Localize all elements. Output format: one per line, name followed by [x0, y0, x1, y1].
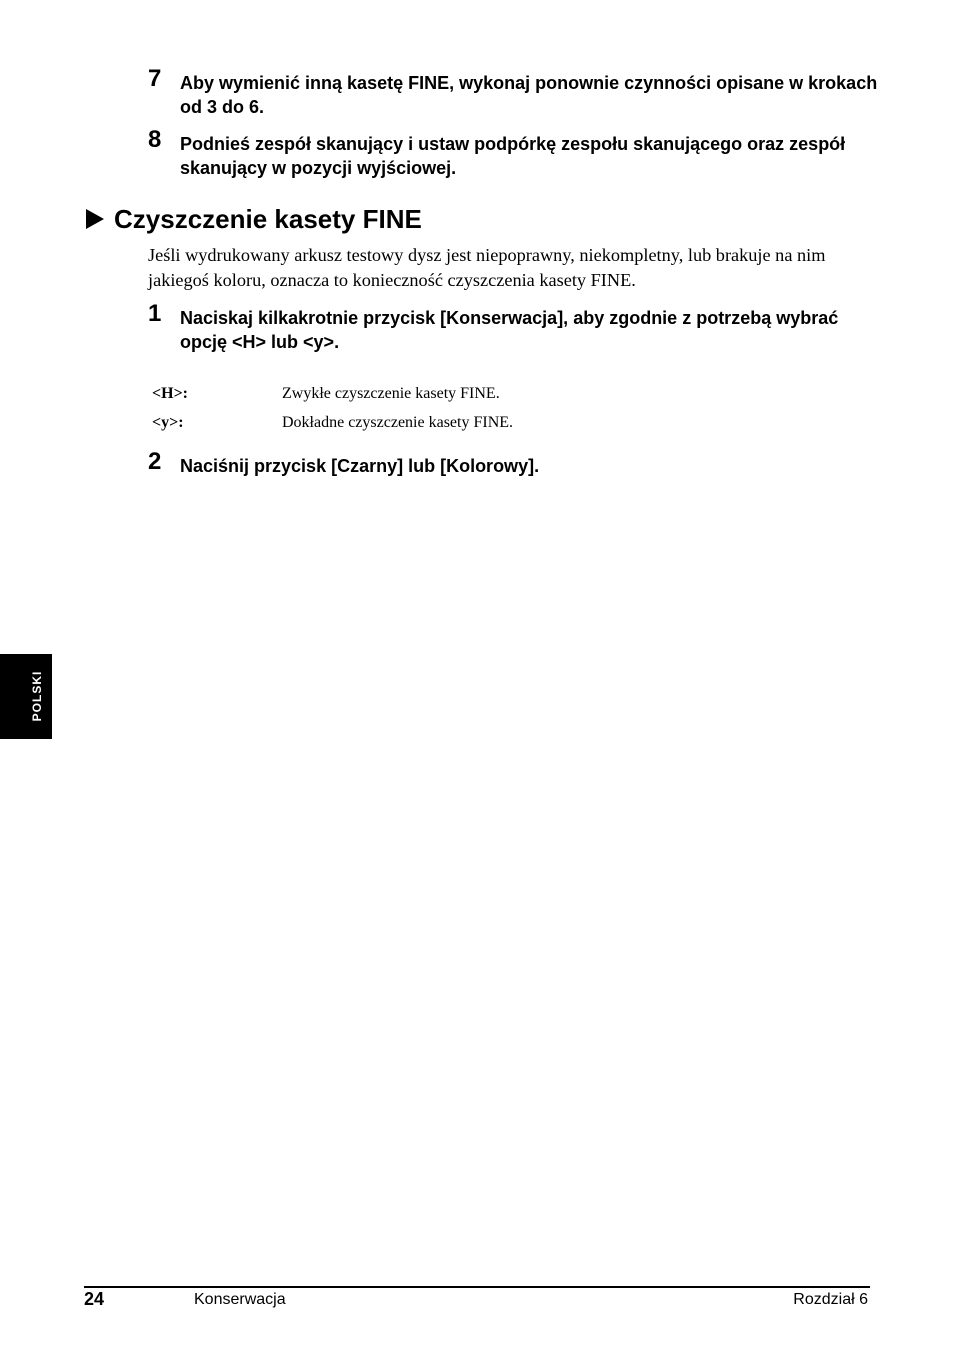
step-text: Naciśnij przycisk [Czarny] lub [Kolorowy].	[180, 456, 540, 476]
step-number: 1	[148, 300, 162, 327]
step-number: 8	[148, 126, 162, 153]
option-description: Dokładne czyszczenie kasety FINE.	[282, 414, 514, 431]
section-title: Czyszczenie kasety FINE	[114, 204, 422, 234]
step-text: Aby wymienić inną kasetę FINE, wykonaj ponownie czynności opisane w krokach od 3 do 6.	[180, 73, 878, 117]
section-heading	[84, 203, 422, 235]
footer-chapter: Rozdział 6	[793, 1291, 868, 1308]
option-row	[152, 381, 752, 410]
language-tab	[0, 654, 52, 739]
options-table	[152, 381, 752, 439]
footer-section-name: Konserwacja	[194, 1291, 286, 1308]
step-text: Podnieś zespół skanujący i ustaw podpórkę zespołu skanującego oraz zespół skanujący w pozycji wyjściowej.	[180, 134, 846, 178]
step-number: 7	[148, 65, 162, 92]
section-intro: Jeśli wydrukowany arkusz testowy dysz jest niepoprawny, niekompletny, lub brakuje na nim jakiegoś koloru, oznacza to konieczność czyszczenia kasety FINE.	[148, 245, 826, 290]
option-description: Zwykłe czyszczenie kasety FINE.	[282, 385, 500, 402]
language-tab-label: POLSKI	[30, 670, 44, 722]
triangle-right-icon	[84, 207, 106, 231]
page-number: 24	[84, 1289, 105, 1309]
option-key: <H>:	[152, 385, 189, 402]
step-text: Naciskaj kilkakrotnie przycisk [Konserwacja], aby zgodnie z potrzebą wybrać opcję <H> lub <y>.	[180, 308, 839, 352]
option-row	[152, 410, 752, 439]
option-key: <y>:	[152, 414, 184, 431]
footer-divider	[84, 1286, 870, 1288]
step-number: 2	[148, 448, 162, 475]
